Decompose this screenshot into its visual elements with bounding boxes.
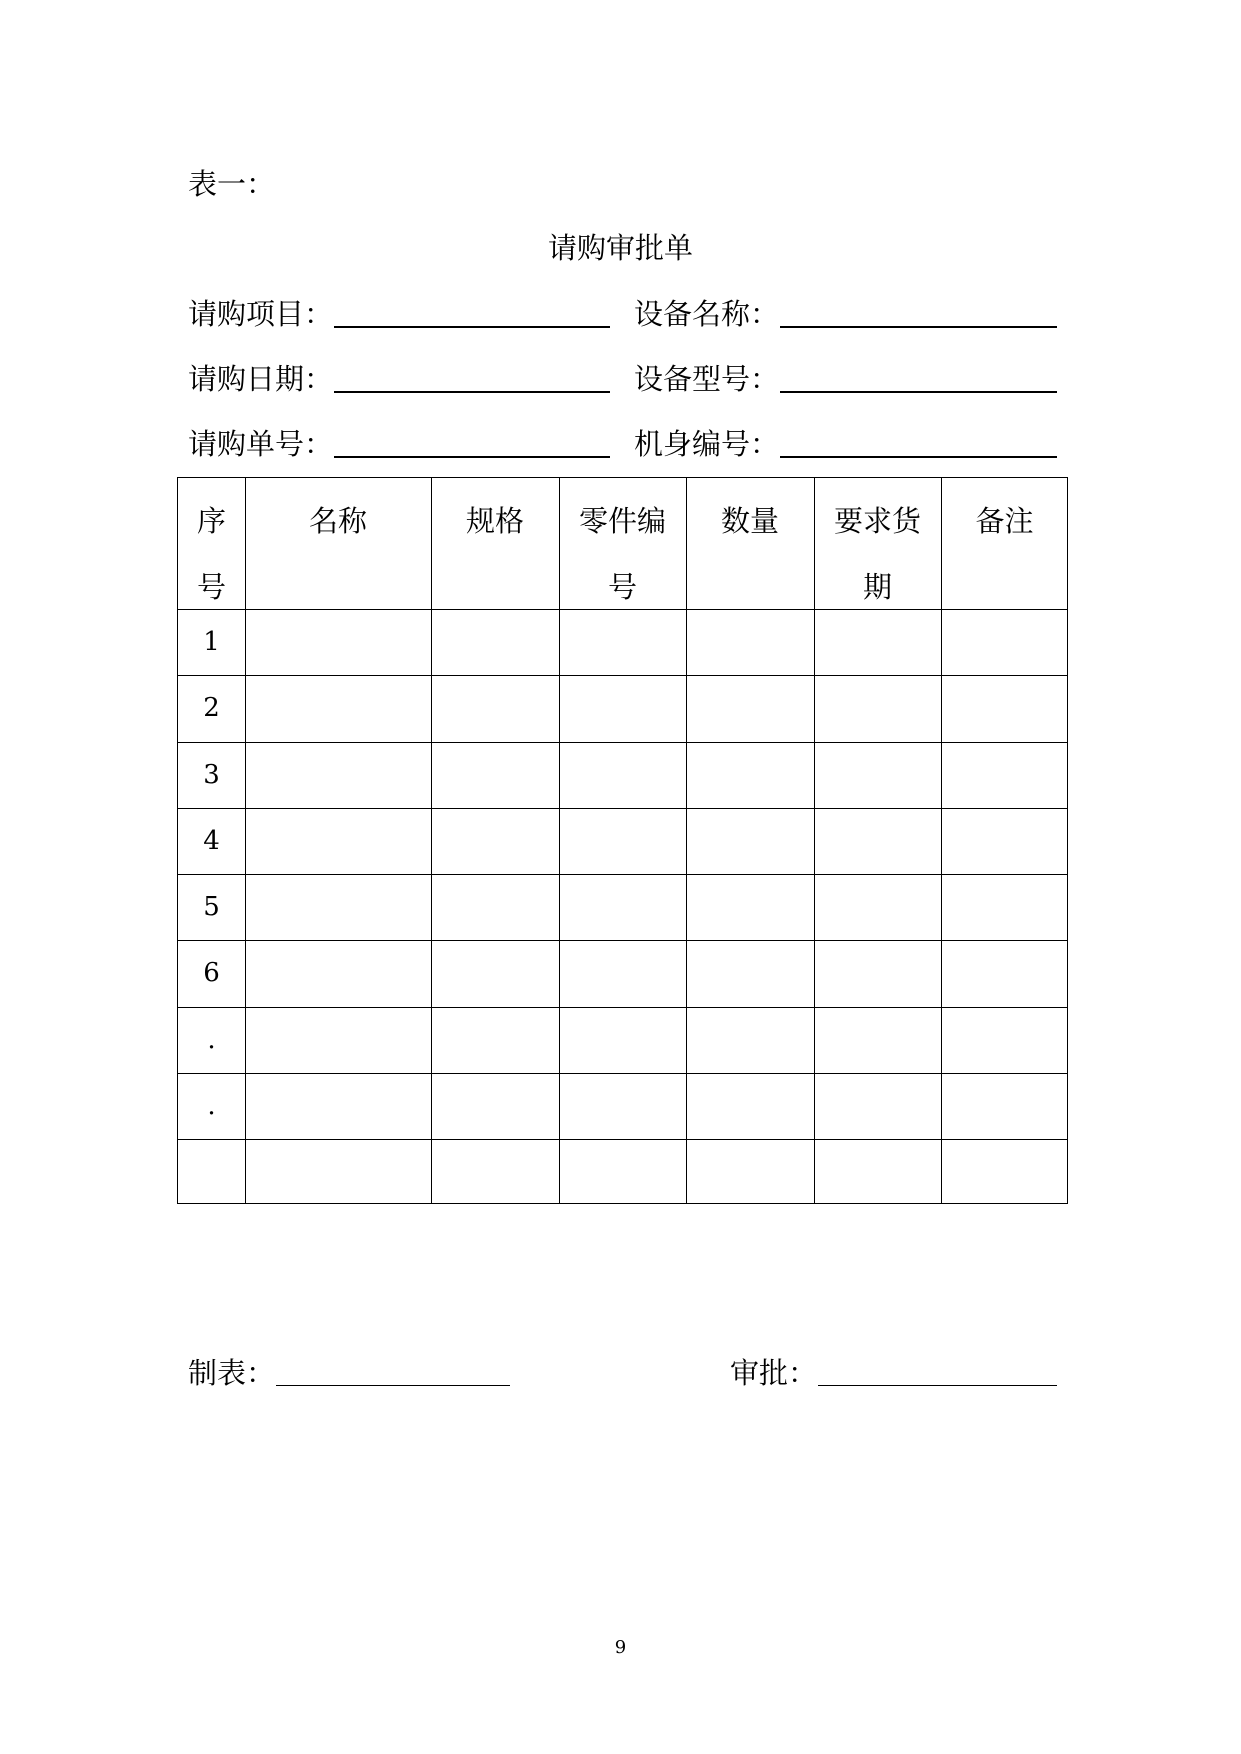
row-divider <box>178 808 1067 809</box>
row-number: 2 <box>203 693 220 723</box>
table-caption: 表一： <box>188 167 276 201</box>
approved-by-label: 审批： <box>730 1356 818 1390</box>
header-required-delivery-date-line1: 要求货 <box>833 504 921 538</box>
header-specification-line1: 规格 <box>465 504 524 538</box>
approved-by-field[interactable] <box>818 1385 1057 1386</box>
row-number: . <box>207 1025 216 1055</box>
prepared-by-label: 制表： <box>188 1356 276 1390</box>
header-part-number <box>559 478 686 609</box>
header-name <box>245 478 431 609</box>
purchase-items-table <box>177 477 1068 1204</box>
row-divider <box>178 675 1067 676</box>
serial-number-field[interactable] <box>780 456 1057 458</box>
form-title: 请购审批单 <box>547 231 693 265</box>
header-specification <box>431 478 559 609</box>
equipment-name-label: 设备名称： <box>634 297 780 331</box>
equipment-model-label: 设备型号： <box>634 362 780 396</box>
header-serial-number-line1: 序 <box>196 504 226 538</box>
header-required-delivery-date-line2: 期 <box>862 570 892 604</box>
row-divider <box>178 1073 1067 1074</box>
header-remarks <box>941 478 1068 609</box>
equipment-model-field[interactable] <box>780 391 1057 393</box>
header-quantity <box>686 478 814 609</box>
row-divider <box>178 742 1067 743</box>
header-name-line1: 名称 <box>308 504 367 538</box>
serial-number-label: 机身编号： <box>634 427 780 461</box>
header-remarks-line1: 备注 <box>975 504 1034 538</box>
header-quantity-line1: 数量 <box>720 504 779 538</box>
purchase-project-field[interactable] <box>334 326 610 328</box>
purchase-order-number-label: 请购单号： <box>188 427 334 461</box>
row-divider <box>178 1007 1067 1008</box>
prepared-by-field[interactable] <box>276 1385 510 1386</box>
header-serial-number-line2: 号 <box>196 570 226 604</box>
row-number <box>178 1139 245 1205</box>
row-divider <box>178 874 1067 875</box>
header-serial-number <box>178 478 245 609</box>
row-number: 1 <box>203 627 220 657</box>
header-part-number-line1: 零件编 <box>578 504 666 538</box>
page-number: 9 <box>614 1637 627 1658</box>
header-part-number-line2: 号 <box>607 570 637 604</box>
row-number: 5 <box>203 892 220 922</box>
row-divider <box>178 940 1067 941</box>
purchase-date-field[interactable] <box>334 391 610 393</box>
row-divider <box>178 1139 1067 1140</box>
row-number: 4 <box>203 826 220 856</box>
row-number: 3 <box>203 760 220 790</box>
purchase-project-label: 请购项目： <box>188 297 334 331</box>
row-number: 6 <box>203 958 220 988</box>
header-required-delivery-date <box>814 478 941 609</box>
equipment-name-field[interactable] <box>780 326 1057 328</box>
purchase-date-label: 请购日期： <box>188 362 334 396</box>
row-number: . <box>207 1091 216 1121</box>
purchase-order-number-field[interactable] <box>334 456 610 458</box>
